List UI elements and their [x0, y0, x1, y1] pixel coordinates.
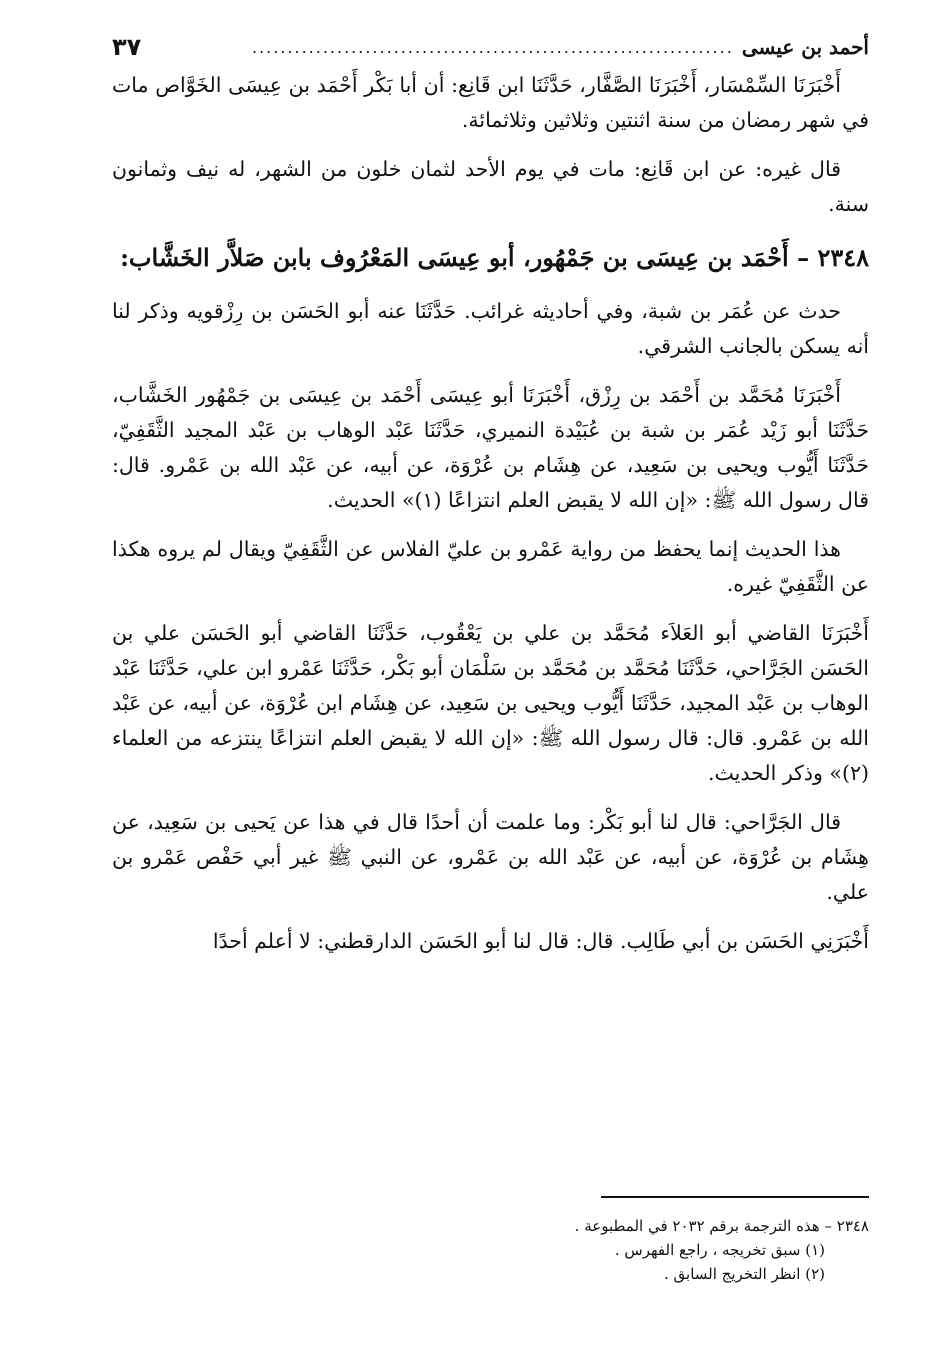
- entry-paragraph-intro: حدث عن عُمَر بن شبة، وفي أحاديثه غرائب. حَدَّثَنَا عنه أبو الحَسَن بن رِزْقويه وذكر لنا أنه يسكن بالجانب الشرقي.: [112, 299, 869, 358]
- running-header-title: أحمد بن عيسى: [741, 35, 869, 59]
- paragraph-death-report: أَخْبَرَنَا السِّمْسَار، أَخْبَرَنَا الصَّفَّار، حَدَّثَنَا ابن قَانِع: أن أبا بَكْر أَحْمَد بن عِيسَى الخَوَّاص مات في شهر رمضان من سنة اثنتين وثلاثين وثلاثمائة.: [112, 73, 869, 132]
- entry-paragraph-second-chain: أَخْبَرَنَا القاضي أبو العَلاَء مُحَمَّد بن علي بن يَعْقُوب، حَدَّثَنَا القاضي أبو الحَسَن علي بن الحَسَن الجَرَّاحي، حَدَّثَنَا مُحَمَّد بن مُحَمَّد بن سَلْمَان أبو بَكْر، حَدَّثَنَا عَمْرو ابن علي، حَدَّثَنَا عَبْد الوهاب بن عَبْد المجيد، حَدَّثَنَا أَيُّوب ويحيى بن سَعِيد، عن هِشَام ابن عُرْوَة، عن أبيه، عن عَبْد الله بن عَمْرو. قال: قال رسول الله ﷺ: «إن الله لا يقبض العلم انتزاعًا ينتزعه من العلماء (٢)» وذكر الحديث.: [112, 621, 869, 785]
- footnote-2: (٢) انظر التخريج السابق .: [664, 1265, 825, 1283]
- entry-paragraph-final: أَخْبَرَنِي الحَسَن بن أبي طَالِب. قال: قال لنا أبو الحَسَن الدارقطني: لا أعلم أحدًا: [212, 929, 869, 953]
- footnote-1: (١) سبق تخريجه ، راجع الفهرس .: [614, 1241, 825, 1259]
- entry-heading: ٢٣٤٨ – أَحْمَد بن عِيسَى بن جَمْهُور، أبو عِيسَى المَعْرُوف بابن صَلاَّر الخَشَّاب:: [120, 243, 869, 272]
- entry-paragraph-hadith-chain: أَخْبَرَنَا مُحَمَّد بن أَحْمَد بن رِزْق، أَخْبَرَنَا أبو عِيسَى أَحْمَد بن عِيسَى بن جَمْهُور الخَشَّاب، حَدَّثَنَا أبو زَيْد عُمَر بن شبة بن عُبَيْدة النميري، حَدَّثَنَا عَبْد الوهاب بن عَبْد المجيد الثَّقَفِيّ، حَدَّثَنَا أَيُّوب ويحيى بن سَعِيد، عن هِشَام بن عُرْوَة، عن أبيه، عن عَبْد الله بن عَمْرو. قال: قال رسول الله ﷺ: «إن الله لا يقبض العلم انتزاعًا (١)» الحديث.: [112, 383, 869, 512]
- running-header: [112, 32, 869, 62]
- leader-dots: ....................................................................: [251, 37, 734, 57]
- main-text: [112, 68, 869, 973]
- book-page: [112, 0, 869, 1366]
- entry-paragraph-commentary: هذا الحديث إنما يحفظ من رواية عَمْرو بن عليّ الفلاس عن الثَّقَفِيّ ويقال لم يروه هكذا عن الثَّقَفِيّ غيره.: [112, 537, 869, 596]
- footnotes: [112, 1214, 869, 1286]
- paragraph-other-report: قال غيره: عن ابن قَانِع: مات في يوم الأحد لثمان خلون من الشهر، له نيف وثمانون سنة.: [112, 157, 869, 216]
- footnote-divider: [601, 1196, 869, 1198]
- page-number: ٣٧: [112, 33, 142, 61]
- entry-paragraph-jarrahi: قال الجَرَّاحي: قال لنا أبو بَكْر: وما علمت أن أحدًا قال في هذا عن يَحيى بن سَعِيد، عن هِشَام بن عُرْوَة، عن أبيه، عن عَبْد الله بن عَمْرو، عن النبي ﷺ غير أبي حَفْص عَمْرو بن علي.: [112, 810, 869, 904]
- footnote-entry-note: ٢٣٤٨ – هذه الترجمة برقم ٢٠٣٢ في المطبوعة .: [574, 1217, 869, 1235]
